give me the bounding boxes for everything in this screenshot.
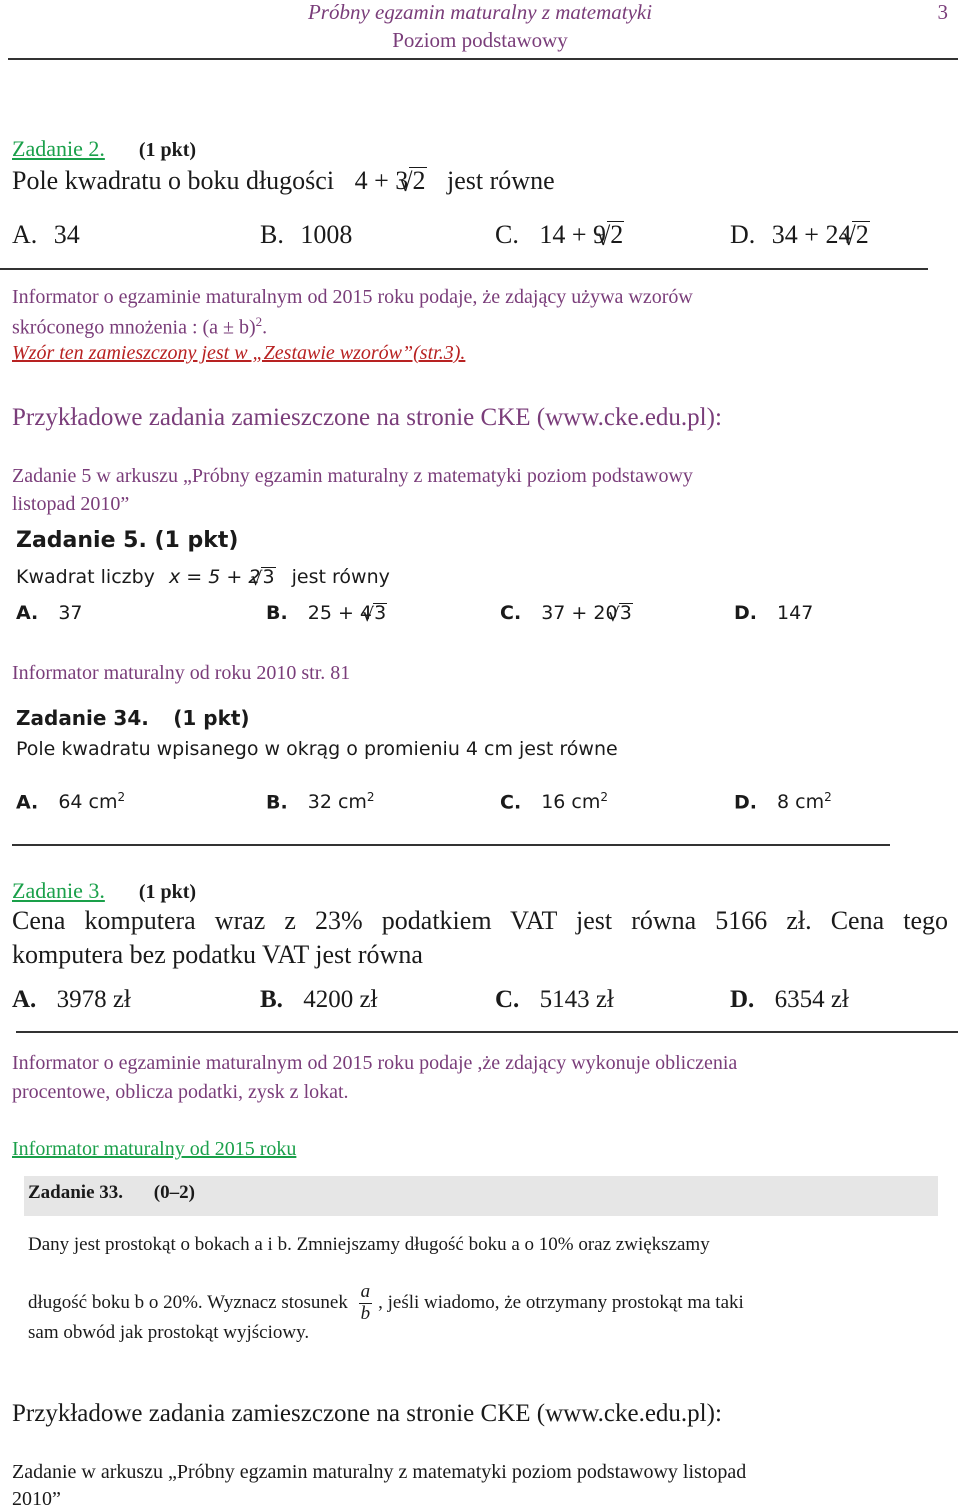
answer-letter: C. bbox=[500, 602, 522, 624]
task3-answer-b bbox=[260, 986, 377, 1014]
task2-points: (1 pkt) bbox=[138, 139, 197, 161]
answer-letter: C. bbox=[500, 791, 522, 814]
clip3-line1: Dany jest prostokąt o bokach a i b. Zmniejszamy długość boku a o 10% oraz zwiększamy bbox=[28, 1234, 710, 1255]
task3-divider bbox=[16, 1031, 958, 1033]
clip1-answer-b bbox=[266, 602, 387, 624]
answer-exponent: 2 bbox=[117, 790, 126, 804]
clip3-scan bbox=[24, 1176, 938, 1352]
clip2-answer-b bbox=[266, 790, 375, 813]
task3-question-line1: Cena komputera wraz z 23% podatkiem VAT jest równa 5166 zł. Cena tego bbox=[12, 906, 948, 935]
answer-root: √ 3 bbox=[619, 603, 633, 623]
task3-points: (1 pkt) bbox=[138, 881, 197, 903]
clip1-scan bbox=[14, 526, 834, 636]
clip1-question-suffix: jest równy bbox=[291, 566, 390, 588]
clip2-points: (1 pkt) bbox=[173, 706, 250, 730]
answer-exponent: 2 bbox=[366, 790, 375, 804]
answer-letter: D. bbox=[734, 602, 757, 624]
clip1-question-expr: x = 5 + 2 bbox=[168, 566, 261, 588]
answer-text: 32 cm bbox=[307, 791, 367, 814]
page-number: 3 bbox=[937, 0, 948, 24]
info3-line2: procentowe, oblicza podatki, zysk z lokat. bbox=[12, 1081, 349, 1103]
fraction-numerator: a bbox=[360, 1281, 371, 1302]
answer-text: 3978 zł bbox=[56, 986, 131, 1013]
info1-line2 bbox=[12, 314, 267, 340]
task2-question-prefix: Pole kwadratu o boku długości bbox=[12, 166, 335, 195]
answer-text: 6354 zł bbox=[774, 986, 849, 1013]
clip2-label: Zadanie 34. bbox=[16, 706, 149, 730]
clip2-answer-c bbox=[500, 790, 608, 813]
info1-line2-dot: . bbox=[262, 316, 268, 339]
info1-line2-text: skróconego mnożenia : (a ± b) bbox=[12, 316, 256, 339]
clip1-answer-d bbox=[734, 602, 813, 624]
answer-text: 34 bbox=[53, 220, 80, 249]
answer-text: 1008 bbox=[300, 220, 353, 249]
answer-letter: D. bbox=[730, 220, 756, 249]
page-header-subtitle: Poziom podstawowy bbox=[392, 28, 568, 52]
answer-letter: C. bbox=[495, 986, 520, 1013]
fraction-denominator: b bbox=[360, 1302, 371, 1324]
section2-intro-line2: 2010” bbox=[12, 1488, 61, 1510]
answer-letter: A. bbox=[16, 791, 39, 814]
info3-line1: Informator o egzaminie maturalnym od 2015 roku podaje ,że zdający wykonuje obliczenia bbox=[12, 1052, 738, 1074]
answer-letter: A. bbox=[16, 602, 39, 624]
clip2-question: Pole kwadratu wpisanego w okrąg o promieniu 4 cm jest równe bbox=[16, 738, 618, 760]
answer-letter: B. bbox=[266, 791, 288, 814]
task2-question-root: √ 2 bbox=[409, 167, 426, 194]
answer-text: 37 + 20 bbox=[541, 602, 618, 624]
clip3-label: Zadanie 33. bbox=[28, 1182, 124, 1203]
clip1-answer-a bbox=[16, 602, 83, 624]
clip3-line3: sam obwód jak prostokąt wyjściowy. bbox=[28, 1322, 310, 1343]
task2-answer-d bbox=[730, 220, 870, 250]
clip3-line2 bbox=[28, 1282, 744, 1325]
task2-answer-b bbox=[260, 220, 352, 250]
answer-letter: B. bbox=[266, 602, 288, 624]
clip3-points: (0–2) bbox=[153, 1182, 195, 1203]
clip1-question bbox=[16, 566, 390, 588]
clip2-divider bbox=[12, 844, 890, 846]
page-header-title: Próbny egzamin maturalny z matematyki bbox=[307, 0, 653, 24]
task3-header bbox=[12, 878, 196, 904]
answer-exponent: 2 bbox=[600, 790, 609, 804]
clip1-answer-c bbox=[500, 602, 633, 624]
clip1-question-root: √ 3 bbox=[261, 567, 275, 587]
answer-text: 14 + 9 bbox=[539, 220, 607, 249]
task2-question-expr: 4 + 3 bbox=[354, 166, 409, 195]
answer-root: √ 2 bbox=[852, 221, 869, 248]
clip3-line2-text: długość boku b o 20%. Wyznacz stosunek bbox=[28, 1291, 348, 1313]
answer-text: 37 bbox=[58, 602, 83, 624]
answer-text: 34 + 24 bbox=[771, 220, 852, 249]
section2-heading: Przykładowe zadania zamieszczone na stronie CKE (www.cke.edu.pl): bbox=[12, 1400, 722, 1427]
section1-intro-line1: Zadanie 5 w arkuszu „Próbny egzamin maturalny z matematyki poziom podstawowy bbox=[12, 465, 693, 487]
section1-intro-line2: listopad 2010” bbox=[12, 493, 130, 515]
section2-intro-line1: Zadanie w arkuszu „Próbny egzamin maturalny z matematyki poziom podstawowy listopad bbox=[12, 1461, 747, 1483]
task3-answer-c bbox=[495, 986, 614, 1014]
answer-text: 4200 zł bbox=[303, 986, 378, 1013]
answer-letter: B. bbox=[260, 986, 283, 1013]
clip2-header bbox=[16, 706, 250, 730]
answer-letter: A. bbox=[12, 986, 37, 1013]
answer-text: 16 cm bbox=[541, 791, 601, 814]
clip3-fraction bbox=[359, 1282, 373, 1325]
task3-answer-a bbox=[12, 986, 131, 1014]
header-divider bbox=[8, 58, 958, 60]
task2-divider bbox=[0, 268, 928, 270]
clip3-header bbox=[28, 1182, 195, 1204]
answer-exponent: 2 bbox=[824, 790, 832, 804]
clip2-scan bbox=[14, 704, 854, 824]
answer-letter: B. bbox=[260, 220, 284, 249]
clip1-question-prefix: Kwadrat liczby bbox=[16, 566, 155, 588]
answer-text: 25 + 4 bbox=[307, 602, 373, 624]
clip2-answer-d bbox=[734, 790, 832, 813]
answer-letter: D. bbox=[730, 986, 755, 1013]
task3-label[interactable]: Zadanie 3. bbox=[12, 878, 105, 903]
task2-answer-c bbox=[495, 220, 624, 250]
answer-letter: A. bbox=[12, 220, 38, 249]
info1-formula-link[interactable]: Wzór ten zamieszczony jest w „Zestawie wzorów”(str.3). bbox=[12, 342, 466, 364]
task3-question-line2: komputera bez podatku VAT jest równa bbox=[12, 940, 423, 969]
info2-text: Informator maturalny od roku 2010 str. 81 bbox=[12, 662, 351, 684]
section1-heading: Przykładowe zadania zamieszczone na stronie CKE (www.cke.edu.pl): bbox=[12, 404, 722, 431]
task3-answer-d bbox=[730, 986, 849, 1014]
task2-header bbox=[12, 136, 196, 162]
answer-letter: C. bbox=[495, 220, 519, 249]
info4-link[interactable]: Informator maturalny od 2015 roku bbox=[12, 1138, 297, 1160]
answer-letter: D. bbox=[734, 791, 757, 814]
task2-question bbox=[12, 166, 555, 196]
info1-line1: Informator o egzaminie maturalnym od 2015 roku podaje, że zdający używa wzorów bbox=[12, 286, 693, 308]
info1-line2-exponent: 2 bbox=[255, 314, 263, 329]
clip2-answer-a bbox=[16, 790, 125, 813]
answer-root: √ 3 bbox=[373, 603, 387, 623]
task2-label[interactable]: Zadanie 2. bbox=[12, 136, 105, 161]
answer-text: 147 bbox=[777, 602, 814, 624]
answer-text: 5143 zł bbox=[539, 986, 614, 1013]
clip3-line2-rest: , jeśli wiadomo, że otrzymany prostokąt ma taki bbox=[378, 1291, 744, 1313]
answer-text: 64 cm bbox=[58, 791, 118, 814]
answer-root: √ 2 bbox=[607, 221, 624, 248]
clip1-label: Zadanie 5. (1 pkt) bbox=[16, 528, 239, 553]
task2-question-suffix: jest równe bbox=[447, 166, 555, 195]
task2-answer-a bbox=[12, 220, 80, 250]
answer-text: 8 cm bbox=[777, 791, 825, 814]
